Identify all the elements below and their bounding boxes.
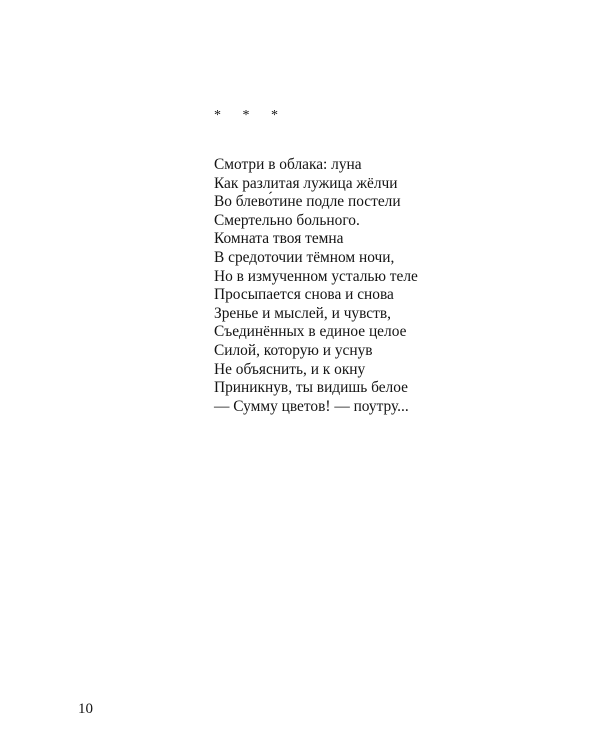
poem-line: Комната твоя темна bbox=[214, 230, 344, 248]
poem-line: Не объяснить, и к окну bbox=[214, 360, 366, 378]
poem-line: Но в измученном усталью теле bbox=[214, 267, 418, 285]
poem-line: Зренье и мыслей, и чувств, bbox=[214, 304, 391, 322]
poem-line: В средоточии тёмном ночи, bbox=[214, 248, 395, 266]
poem-line: Просыпается снова и снова bbox=[214, 286, 394, 304]
page-number: 10 bbox=[78, 701, 93, 717]
poem-line: Как разлитая лужица жёлчи bbox=[214, 174, 398, 192]
section-asterism: * * * bbox=[214, 108, 287, 123]
poem-line: Силой, которую и уснув bbox=[214, 341, 373, 359]
poem-stanza bbox=[214, 156, 418, 416]
poem-line: Смертельно больного. bbox=[214, 211, 360, 229]
poem-line: Съединённых в единое целое bbox=[214, 323, 407, 341]
poem-line: Смотри в облака: луна bbox=[214, 156, 362, 173]
poem-line: — Сумму цветов! — поутру... bbox=[214, 397, 409, 415]
poem-line: Приникнув, ты видишь белое bbox=[214, 379, 408, 397]
poem-line: Во блево́тине подле постели bbox=[214, 193, 401, 211]
